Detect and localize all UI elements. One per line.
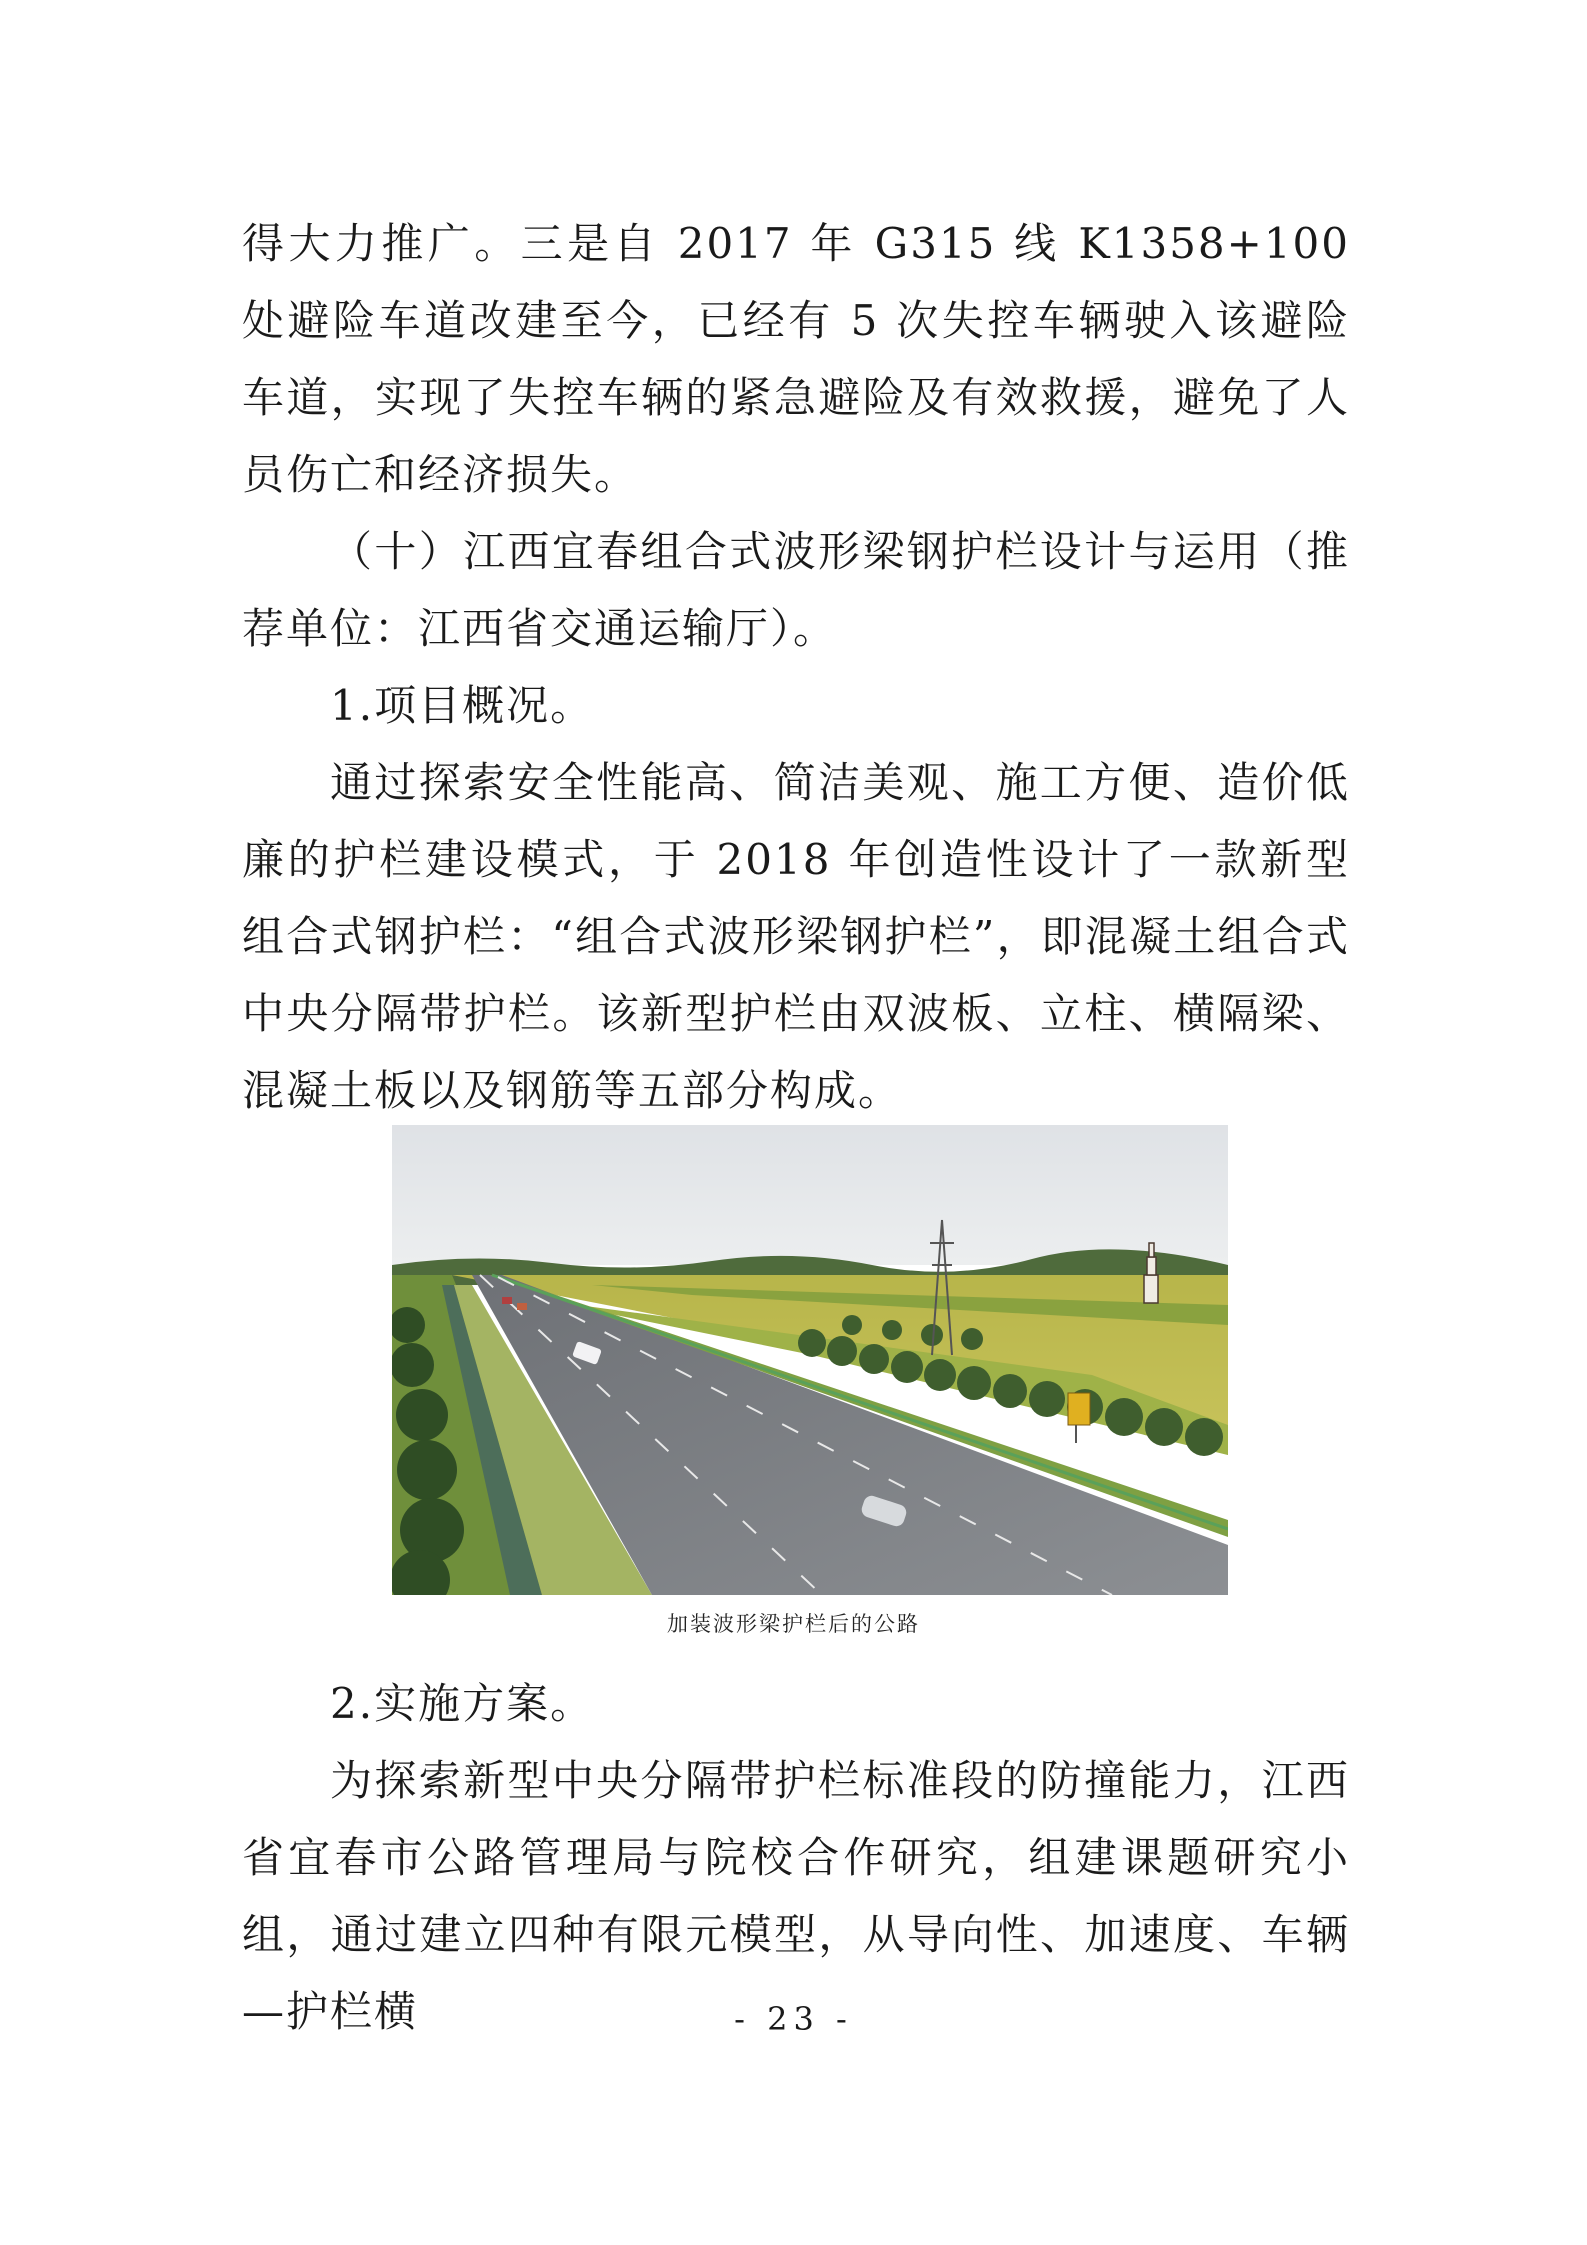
subsection-heading-plan: 2.实施方案。 xyxy=(330,1679,595,1728)
subsection-heading-overview: 1.项目概况。 xyxy=(330,681,595,730)
paragraph-plan: 为探索新型中央分隔带护栏标准段的防撞能力，江西省宜春市公路管理局与院校合作研究，组建课题研究小组，通过建立四种有限元模型，从导向性、加速度、车辆—护栏横 xyxy=(242,1756,1350,2036)
highway-photo xyxy=(392,1125,1228,1595)
text-block-top xyxy=(242,205,1350,1129)
paragraph-continuation: 得大力推广。三是自 2017 年 G315 线 K1358+100 处避险车道改建至今，已经有 5 次失控车辆驶入该避险车道，实现了失控车辆的紧急避险及有效救援，避免了人员伤亡和经济损失。 xyxy=(242,219,1350,499)
text-block-bottom xyxy=(242,1665,1350,2050)
page-number: - 23 - xyxy=(734,2000,853,2038)
figure-caption: 加装波形梁护栏后的公路 xyxy=(667,1612,920,1636)
paragraph-overview: 通过探索安全性能高、简洁美观、施工方便、造价低廉的护栏建设模式，于 2018 年创造性设计了一款新型组合式钢护栏：“组合式波形梁钢护栏”，即混凝土组合式中央分隔带护栏。该新型护栏由双波板、立柱、横隔梁、混凝土板以及钢筋等五部分构成。 xyxy=(242,758,1350,1115)
section-heading: （十）江西宜春组合式波形梁钢护栏设计与运用（推荐单位：江西省交通运输厅）。 xyxy=(242,527,1350,653)
